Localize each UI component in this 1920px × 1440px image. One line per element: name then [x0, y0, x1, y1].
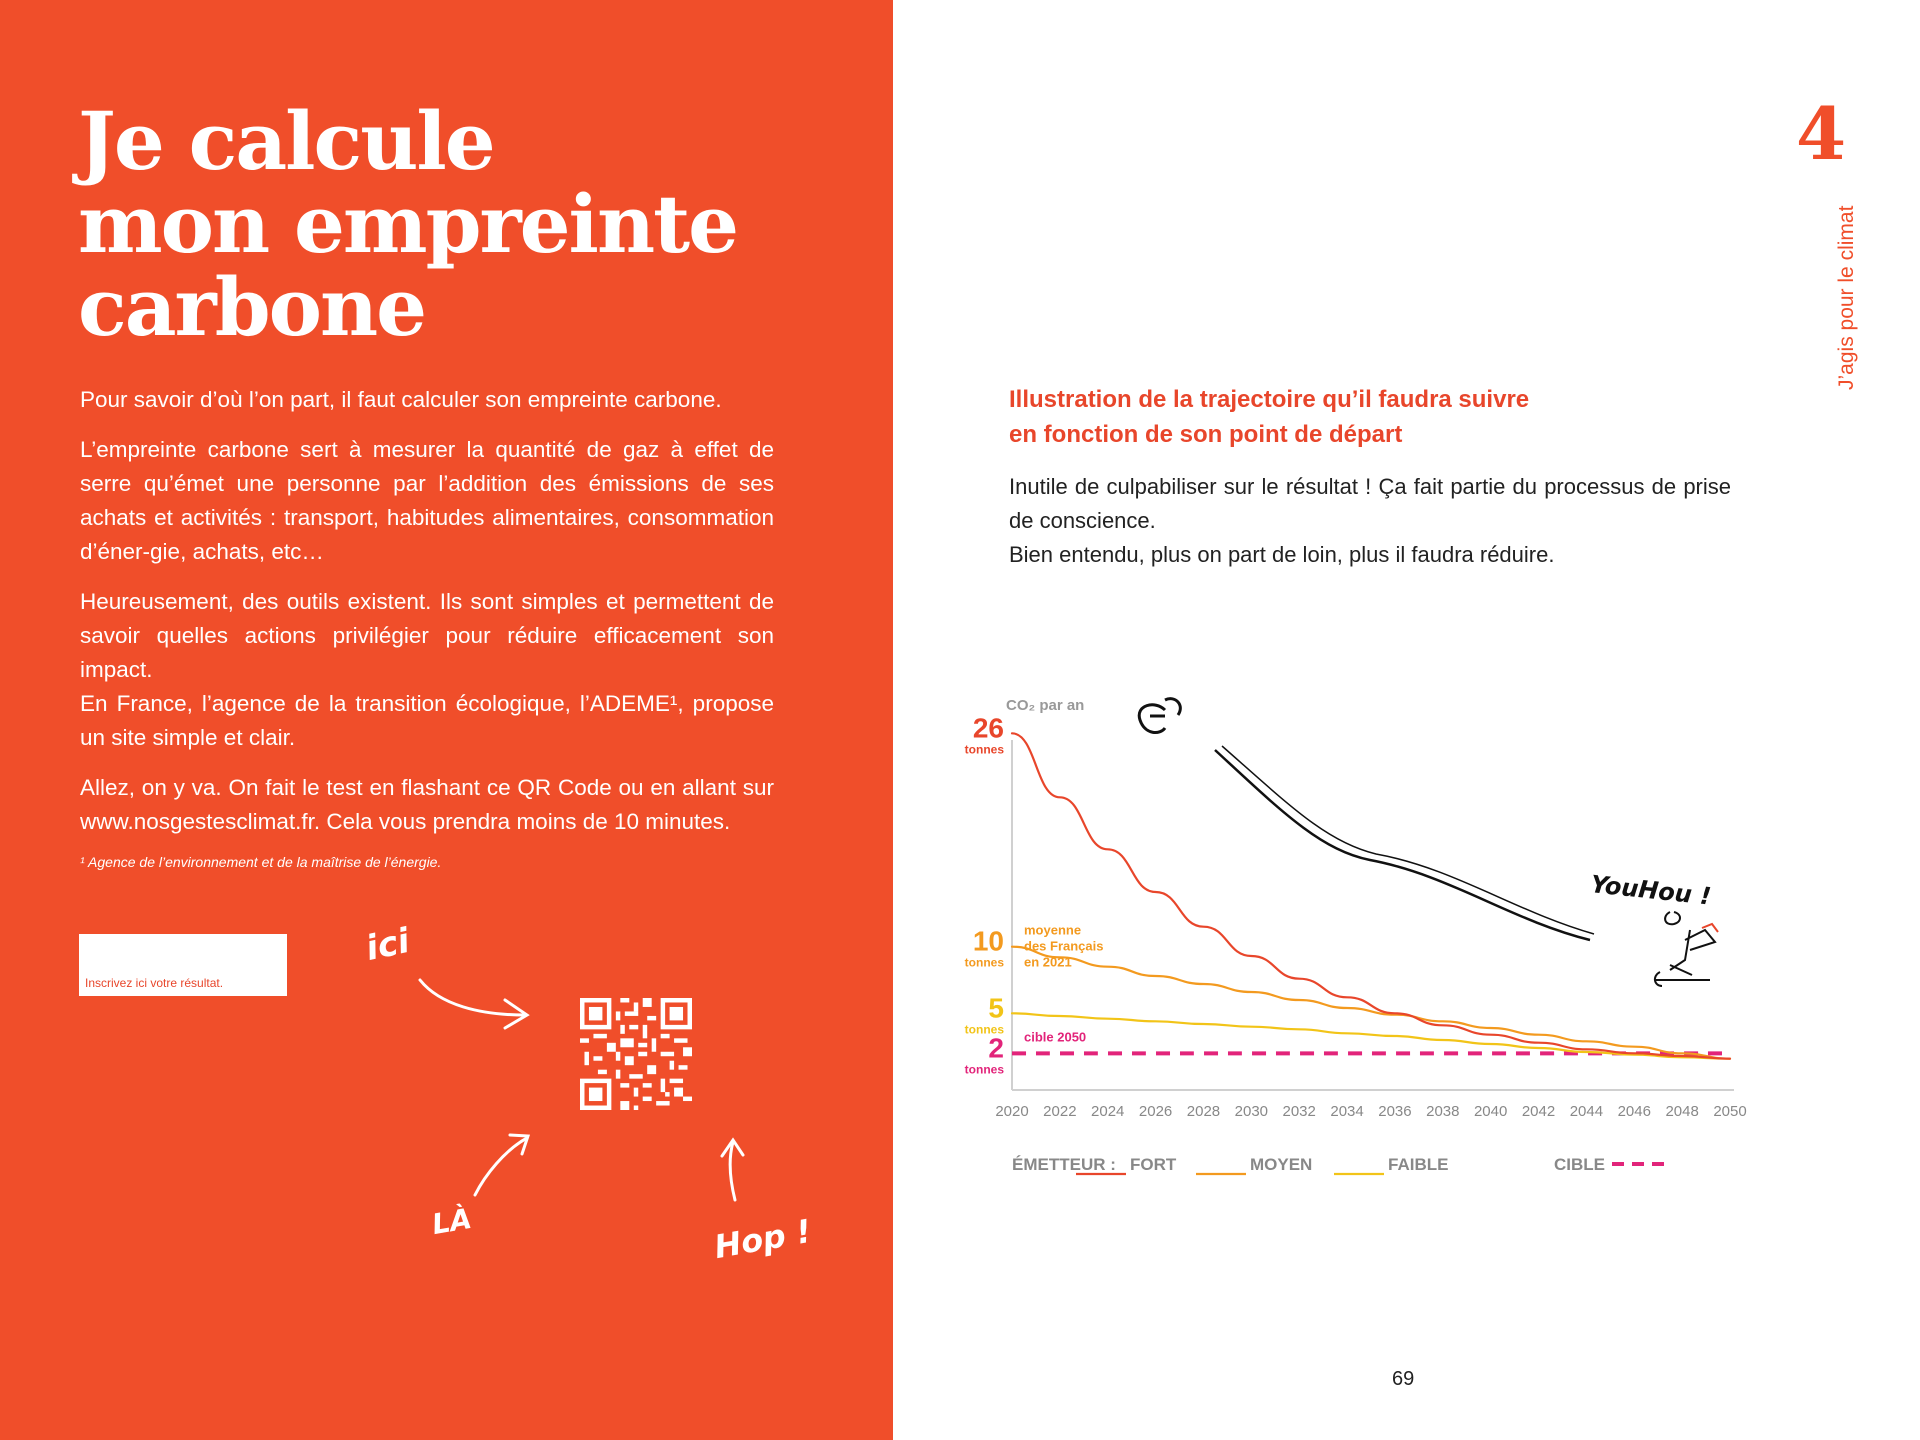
x-tick-label: 2030: [1234, 1103, 1269, 1120]
section-title-line-1: Illustration de la trajectoire qu’il faudra suivre: [1009, 386, 1530, 413]
y-marker-unit: tonnes: [964, 955, 1004, 970]
paragraph-5: Allez, on y va. On fait le test en flashant ce QR Code ou en allant sur www.nosgestesclimat.fr. Cela vous prendra moins de 10 minutes.: [80, 775, 774, 834]
paragraph-3: Heureusement, des outils existent. Ils sont simples et permettent de savoir quelles actions privilégier pour réduire efficacement son impact.: [80, 589, 774, 682]
legend-label: CIBLE: [1554, 1155, 1605, 1174]
x-tick-label: 2038: [1426, 1103, 1460, 1120]
hand-drawn-slope-2: [1222, 746, 1594, 934]
y-marker-unit: tonnes: [964, 1022, 1004, 1037]
x-tick-label: 2024: [1091, 1103, 1125, 1120]
title-line-1: Je calcule: [78, 94, 494, 188]
annotation-moyenne: moyenne: [1024, 922, 1082, 938]
x-tick-label: 2048: [1665, 1103, 1699, 1120]
page-number: 69: [1392, 1368, 1415, 1390]
body-line-2: Bien entendu, plus on part de loin, plus il faudra réduire.: [1009, 542, 1555, 567]
trajectory-chart: [950, 680, 1770, 1220]
footnote: ¹ Agence de l’environnement et de la maîtrise de l’énergie.: [80, 854, 442, 870]
body-line-1: Inutile de culpabiliser sur le résultat ! Ça fait partie du processus de prise de conscience.: [1009, 474, 1731, 533]
hand-drawn-slope: [1215, 750, 1590, 940]
handwritten-la: LÀ: [429, 1201, 475, 1242]
x-tick-label: 2042: [1521, 1103, 1556, 1120]
y-marker-value: 26: [972, 712, 1004, 744]
paragraph-1: Pour savoir d’où l’on part, il faut calculer son empreinte carbone.: [80, 387, 722, 412]
paragraph-4: En France, l’agence de la transition écologique, l’ADEME¹, propose un site simple et clair.: [80, 691, 774, 750]
x-tick-label: 2034: [1330, 1103, 1364, 1120]
title-line-3: carbone: [78, 260, 426, 354]
section-title-line-2: en fonction de son point de départ: [1009, 421, 1403, 448]
paragraph-2: L’empreinte carbone sert à mesurer la quantité de gaz à effet de serre qu’émet une personne par l’addition des émissions de ses achats et activités : transport, habitudes alimentaires, consommation d’éner-gie, achats, etc…: [80, 437, 774, 564]
left-page: [0, 0, 893, 1440]
result-placeholder: Inscrivez ici votre résultat.: [85, 976, 224, 990]
x-tick-label: 2040: [1473, 1103, 1508, 1120]
title-line-2: mon empreinte: [78, 177, 737, 271]
handwritten-hop: Hop !: [711, 1211, 814, 1267]
chapter-number: 4: [1796, 91, 1847, 176]
series-line-moyen: [1012, 947, 1730, 1059]
x-tick-label: 2050: [1713, 1103, 1747, 1120]
section-body: [1009, 470, 1731, 572]
annotation-moyenne: en 2021: [1024, 954, 1072, 970]
qr-code-icon[interactable]: [580, 998, 692, 1110]
section-title: [1009, 382, 1569, 452]
x-tick-label: 2036: [1378, 1103, 1412, 1120]
annotation-youhou: YouHou !: [1589, 870, 1713, 911]
y-marker-value: 10: [972, 925, 1004, 957]
y-marker-value: 2: [988, 1032, 1004, 1064]
y-marker-unit: tonnes: [964, 1062, 1004, 1077]
legend-label: FAIBLE: [1388, 1155, 1449, 1174]
legend-label: MOYEN: [1250, 1155, 1313, 1174]
annotation-moyenne: des Français: [1024, 938, 1104, 954]
x-tick-label: 2026: [1138, 1103, 1173, 1120]
y-marker-unit: tonnes: [964, 742, 1004, 757]
x-tick-label: 2046: [1617, 1103, 1651, 1120]
annotation-cible: cible 2050: [1024, 1029, 1087, 1045]
y-marker-value: 5: [988, 992, 1004, 1024]
x-tick-label: 2028: [1186, 1103, 1221, 1120]
chapter-label: J’agis pour le climat: [1835, 205, 1858, 390]
y-axis-label: CO₂ par an: [1006, 697, 1085, 714]
skier-icon: [1655, 912, 1715, 986]
handwritten-ici: ici: [362, 920, 414, 970]
legend-label: FORT: [1130, 1155, 1177, 1174]
x-tick-label: 2044: [1569, 1103, 1604, 1120]
x-tick-label: 2022: [1043, 1103, 1077, 1120]
legend-title: ÉMETTEUR :: [1012, 1155, 1116, 1174]
hand-drawn-squiggle-icon: [1139, 699, 1180, 733]
x-tick-label: 2032: [1282, 1103, 1316, 1120]
x-tick-label: 2020: [995, 1103, 1029, 1120]
